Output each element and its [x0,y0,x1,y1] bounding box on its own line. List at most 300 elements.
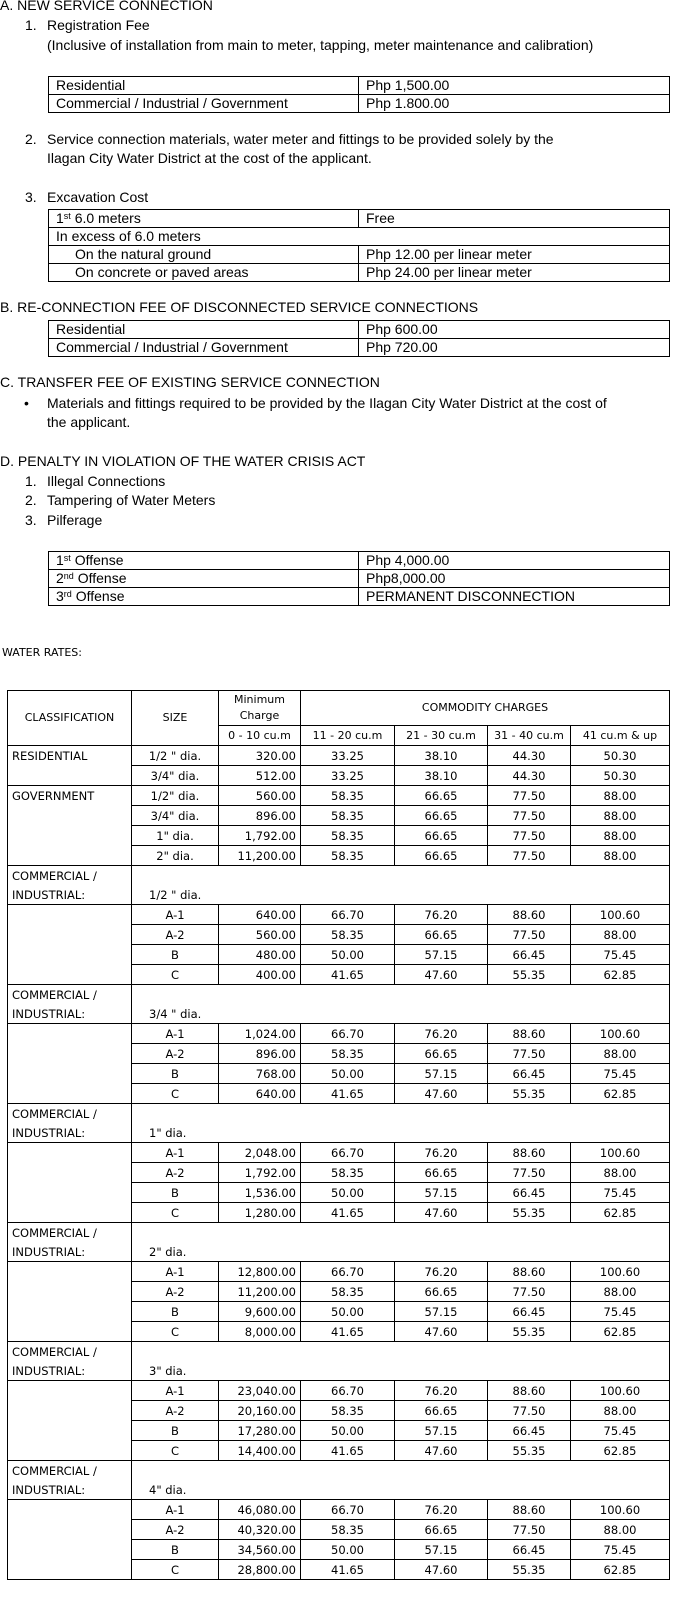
table-row [8,691,670,726]
class-code-cell: C [132,1084,219,1104]
class-code-cell: C [132,1441,219,1461]
commodity-charge-cell: 66.45 [488,1302,571,1322]
offense-label: 3rd Offense [49,588,359,606]
commodity-charges-header: COMMODITY CHARGES [301,691,670,726]
commodity-charge-cell: 88.60 [488,1381,571,1401]
class-code-cell: C [132,1322,219,1342]
commodity-charge-cell: 62.85 [571,1322,670,1342]
classification-spacer [8,905,132,985]
commodity-charge-cell: 44.30 [488,766,571,786]
minimum-charge-label: Charge [239,709,280,722]
table-row [8,786,670,806]
group-spacer [132,1342,670,1362]
classification-cell: COMMERCIAL / [8,1461,132,1481]
table-row [49,552,670,570]
commodity-charge-cell: 88.00 [571,786,670,806]
commodity-charge-cell: 66.45 [488,1064,571,1084]
excavation-label: 1st 6.0 meters [49,210,359,228]
class-code-cell: A-1 [132,1381,219,1401]
commodity-charge-cell: 62.85 [571,1441,670,1461]
size-cell: 3/4" dia. [132,806,219,826]
commodity-charge-cell: 88.60 [488,1143,571,1163]
commodity-charge-cell: 58.35 [301,786,395,806]
commodity-charge-cell: 58.35 [301,1163,395,1183]
commodity-charge-cell: 57.15 [395,1064,488,1084]
commodity-charge-cell: 77.50 [488,806,571,826]
size-cell: 3/4 " dia. [132,1004,670,1024]
class-code-cell: B [132,945,219,965]
table-row [8,1104,670,1124]
commodity-charge-cell: 66.45 [488,1183,571,1203]
minimum-charge-cell: 40,320.00 [219,1520,301,1540]
table-row [8,905,670,925]
class-code-cell: C [132,1203,219,1223]
item-number: 3. [25,512,37,528]
excavation-value: Free [359,210,670,228]
commodity-charge-cell: 77.50 [488,846,571,866]
minimum-charge-cell: 28,800.00 [219,1560,301,1580]
class-code-cell: A-2 [132,1401,219,1421]
commodity-charge-cell: 62.85 [571,1560,670,1580]
commodity-charge-cell: 50.30 [571,746,670,766]
group-spacer [132,1104,670,1124]
fee-label: Commercial / Industrial / Government [49,95,359,113]
commodity-charge-cell: 58.35 [301,806,395,826]
commodity-charge-cell: 33.25 [301,746,395,766]
classification-cell: INDUSTRIAL: [8,1361,132,1381]
minimum-charge-cell: 560.00 [219,786,301,806]
excavation-value: Php 12.00 per linear meter [359,246,670,264]
classification-cell: COMMERCIAL / [8,1104,132,1124]
offense-label: 1st Offense [49,552,359,570]
commodity-charge-cell: 88.00 [571,925,670,945]
commodity-charge-cell: 41.65 [301,1560,395,1580]
commodity-charge-cell: 100.60 [571,1500,670,1520]
class-code-cell: B [132,1540,219,1560]
excavation-value: Php 24.00 per linear meter [359,264,670,282]
commodity-charge-cell: 50.00 [301,1421,395,1441]
commodity-charge-cell: 76.20 [395,905,488,925]
table-row [8,1262,670,1282]
classification-cell: INDUSTRIAL: [8,1004,132,1024]
excavation-label: In excess of 6.0 meters [49,228,670,246]
commodity-charge-cell: 41.65 [301,1203,395,1223]
table-row [8,1004,670,1024]
commodity-charge-cell: 41.65 [301,1441,395,1461]
commodity-charge-cell: 88.60 [488,905,571,925]
class-code-cell: A-1 [132,905,219,925]
commodity-charge-cell: 88.00 [571,1401,670,1421]
commodity-charge-cell: 58.35 [301,826,395,846]
bullet-icon: • [24,395,29,411]
offense-penalty: Php 4,000.00 [359,552,670,570]
table-row [49,570,670,588]
class-code-cell: C [132,965,219,985]
registration-fee-note: (Inclusive of installation from main to meter, tapping, meter maintenance and calibration) [47,37,594,53]
table-row [8,985,670,1005]
size-cell: 1" dia. [132,826,219,846]
minimum-charge-cell: 9,600.00 [219,1302,301,1322]
minimum-charge-cell: 640.00 [219,905,301,925]
table-row [49,264,670,282]
minimum-charge-cell: 8,000.00 [219,1322,301,1342]
table-row [8,1480,670,1500]
reconnection-fee-table [48,320,670,357]
commodity-charge-cell: 66.70 [301,905,395,925]
minimum-charge-cell: 1,280.00 [219,1203,301,1223]
commodity-charge-cell: 62.85 [571,1203,670,1223]
excavation-cost-title: Excavation Cost [47,189,149,205]
section-d-heading: D. PENALTY IN VIOLATION OF THE WATER CRISIS ACT [0,453,366,469]
offense-label: 2nd Offense [49,570,359,588]
minimum-charge-cell: 12,800.00 [219,1262,301,1282]
commodity-charge-cell: 66.65 [395,1401,488,1421]
commodity-charge-cell: 50.00 [301,1064,395,1084]
commodity-charge-cell: 66.65 [395,1520,488,1540]
classification-cell: INDUSTRIAL: [8,885,132,905]
minimum-charge-cell: 512.00 [219,766,301,786]
minimum-charge-cell: 14,400.00 [219,1441,301,1461]
commodity-charge-cell: 88.00 [571,806,670,826]
commodity-charge-cell: 75.45 [571,1064,670,1084]
size-cell: 1/2 " dia. [132,885,670,905]
classification-cell: COMMERCIAL / [8,866,132,886]
group-spacer [132,866,670,886]
commodity-charge-cell: 57.15 [395,1183,488,1203]
table-row [49,588,670,606]
minimum-charge-cell: 640.00 [219,1084,301,1104]
commodity-charge-cell: 88.00 [571,846,670,866]
commodity-charge-cell: 66.65 [395,806,488,826]
commodity-charge-cell: 66.45 [488,945,571,965]
table-row [8,1381,670,1401]
commodity-charge-cell: 88.00 [571,826,670,846]
commodity-charge-cell: 66.65 [395,1282,488,1302]
minimum-charge-cell: 17,280.00 [219,1421,301,1441]
classification-spacer [8,1143,132,1223]
commodity-charge-cell: 58.35 [301,925,395,945]
section-a-heading: A. NEW SERVICE CONNECTION [0,0,213,13]
commodity-charge-cell: 88.60 [488,1500,571,1520]
section-c-heading: C. TRANSFER FEE OF EXISTING SERVICE CONNECTION [0,374,380,390]
commodity-charge-cell: 44.30 [488,746,571,766]
commodity-charge-cell: 77.50 [488,786,571,806]
minimum-charge-cell: 11,200.00 [219,846,301,866]
commodity-charge-cell: 77.50 [488,826,571,846]
table-row [8,1361,670,1381]
group-spacer [132,1461,670,1481]
penalty-table [48,551,670,606]
minimum-charge-cell: 1,792.00 [219,1163,301,1183]
commodity-charge-cell: 75.45 [571,1302,670,1322]
commodity-charge-cell: 55.35 [488,1203,571,1223]
water-rates-title: WATER RATES: [2,646,82,659]
commodity-charge-cell: 50.00 [301,1183,395,1203]
commodity-charge-cell: 47.60 [395,1203,488,1223]
violation-item: Pilferage [47,512,103,528]
excavation-cost-table [48,209,670,282]
consumption-range-header: 11 - 20 cu.m [301,726,395,746]
commodity-charge-cell: 66.65 [395,786,488,806]
class-code-cell: B [132,1302,219,1322]
size-cell: 4" dia. [132,1480,670,1500]
offense-penalty: PERMANENT DISCONNECTION [359,588,670,606]
table-row [8,866,670,886]
commodity-charge-cell: 100.60 [571,1381,670,1401]
table-row [49,77,670,95]
minimum-charge-cell: 1,792.00 [219,826,301,846]
table-row [49,246,670,264]
commodity-charge-cell: 66.65 [395,826,488,846]
commodity-charge-cell: 76.20 [395,1381,488,1401]
item-number: 1. [25,473,37,489]
section-b-heading: B. RE-CONNECTION FEE OF DISCONNECTED SERVICE CONNECTIONS [0,299,479,315]
table-row [8,1242,670,1262]
minimum-charge-label: Minimum [234,693,285,706]
commodity-charge-cell: 58.35 [301,1282,395,1302]
commodity-charge-cell: 57.15 [395,1421,488,1441]
minimum-charge-cell: 768.00 [219,1064,301,1084]
consumption-range-header: 0 - 10 cu.m [219,726,301,746]
consumption-range-header: 41 cu.m & up [571,726,670,746]
classification-cell: COMMERCIAL / [8,1342,132,1362]
commodity-charge-cell: 47.60 [395,1441,488,1461]
table-row [49,339,670,357]
minimum-charge-cell: 560.00 [219,925,301,945]
commodity-charge-cell: 47.60 [395,965,488,985]
commodity-charge-cell: 75.45 [571,1421,670,1441]
commodity-charge-cell: 76.20 [395,1143,488,1163]
table-row [49,228,670,246]
commodity-charge-cell: 75.45 [571,1183,670,1203]
commodity-charge-cell: 88.60 [488,1024,571,1044]
class-code-cell: B [132,1183,219,1203]
table-row [8,1500,670,1520]
commodity-charge-cell: 66.65 [395,1163,488,1183]
commodity-charge-cell: 47.60 [395,1322,488,1342]
transfer-note-line1: Materials and fittings required to be provided by the Ilagan City Water District at the cost of [47,395,607,411]
commodity-charge-cell: 66.70 [301,1262,395,1282]
commodity-charge-cell: 62.85 [571,1084,670,1104]
class-code-cell: B [132,1064,219,1084]
commodity-charge-cell: 100.60 [571,1262,670,1282]
commodity-charge-cell: 76.20 [395,1262,488,1282]
registration-fee-title: Registration Fee [47,17,150,33]
size-header: SIZE [132,691,219,746]
commodity-charge-cell: 76.20 [395,1024,488,1044]
size-cell: 2" dia. [132,846,219,866]
minimum-charge-cell: 2,048.00 [219,1143,301,1163]
table-row [8,1143,670,1163]
size-cell: 1" dia. [132,1123,670,1143]
classification-spacer [8,1500,132,1580]
table-row [8,1223,670,1243]
commodity-charge-cell: 47.60 [395,1560,488,1580]
minimum-charge-cell: 480.00 [219,945,301,965]
fee-label: Commercial / Industrial / Government [49,339,359,357]
minimum-charge-cell: 320.00 [219,746,301,766]
minimum-charge-cell: 400.00 [219,965,301,985]
size-cell: 2" dia. [132,1242,670,1262]
violation-item: Tampering of Water Meters [47,492,216,508]
commodity-charge-cell: 88.00 [571,1282,670,1302]
class-code-cell: B [132,1421,219,1441]
commodity-charge-cell: 50.00 [301,945,395,965]
commodity-charge-cell: 55.35 [488,1084,571,1104]
minimum-charge-header [219,691,301,726]
commodity-charge-cell: 41.65 [301,1322,395,1342]
table-row [8,1342,670,1362]
class-code-cell: A-1 [132,1262,219,1282]
commodity-charge-cell: 66.65 [395,1044,488,1064]
item-number: 2. [25,492,37,508]
commodity-charge-cell: 77.50 [488,925,571,945]
commodity-charge-cell: 100.60 [571,1024,670,1044]
size-cell: 3/4" dia. [132,766,219,786]
classification-cell: INDUSTRIAL: [8,1123,132,1143]
table-row [8,1024,670,1044]
minimum-charge-cell: 34,560.00 [219,1540,301,1560]
group-spacer [132,1223,670,1243]
classification-spacer [8,1024,132,1104]
commodity-charge-cell: 66.70 [301,1381,395,1401]
item-number: 1. [25,17,37,33]
size-cell: 1/2 " dia. [132,746,219,766]
table-row [49,210,670,228]
water-rates-table [7,690,670,1580]
materials-note-line2: Ilagan City Water District at the cost of the applicant. [47,150,372,166]
commodity-charge-cell: 62.85 [571,965,670,985]
commodity-charge-cell: 66.65 [395,846,488,866]
class-code-cell: A-2 [132,925,219,945]
commodity-charge-cell: 58.35 [301,846,395,866]
class-code-cell: A-1 [132,1143,219,1163]
table-row [49,321,670,339]
commodity-charge-cell: 58.35 [301,1401,395,1421]
minimum-charge-cell: 46,080.00 [219,1500,301,1520]
class-code-cell: A-2 [132,1520,219,1540]
table-row [8,885,670,905]
minimum-charge-cell: 20,160.00 [219,1401,301,1421]
fee-value: Php 600.00 [359,321,670,339]
commodity-charge-cell: 57.15 [395,1302,488,1322]
commodity-charge-cell: 100.60 [571,1143,670,1163]
commodity-charge-cell: 66.65 [395,925,488,945]
commodity-charge-cell: 57.15 [395,1540,488,1560]
classification-header: CLASSIFICATION [8,691,132,746]
size-cell: 3" dia. [132,1361,670,1381]
commodity-charge-cell: 75.45 [571,1540,670,1560]
fee-label: Residential [49,77,359,95]
item-number: 2. [25,131,37,147]
fee-label: Residential [49,321,359,339]
classification-cell: INDUSTRIAL: [8,1242,132,1262]
commodity-charge-cell: 41.65 [301,1084,395,1104]
commodity-charge-cell: 55.35 [488,1441,571,1461]
commodity-charge-cell: 55.35 [488,1560,571,1580]
class-code-cell: A-2 [132,1282,219,1302]
item-number: 3. [25,189,37,205]
commodity-charge-cell: 58.35 [301,1044,395,1064]
consumption-range-header: 31 - 40 cu.m [488,726,571,746]
class-code-cell: A-2 [132,1163,219,1183]
fee-value: Php 1.800.00 [359,95,670,113]
classification-cell: INDUSTRIAL: [8,1480,132,1500]
commodity-charge-cell: 58.35 [301,1520,395,1540]
commodity-charge-cell: 55.35 [488,965,571,985]
classification-spacer [8,1262,132,1342]
table-row [8,746,670,766]
classification-cell: COMMERCIAL / [8,1223,132,1243]
offense-penalty: Php8,000.00 [359,570,670,588]
fee-value: Php 1,500.00 [359,77,670,95]
commodity-charge-cell: 88.00 [571,1044,670,1064]
minimum-charge-cell: 896.00 [219,806,301,826]
class-code-cell: A-1 [132,1500,219,1520]
commodity-charge-cell: 77.50 [488,1044,571,1064]
classification-cell: COMMERCIAL / [8,985,132,1005]
commodity-charge-cell: 38.10 [395,766,488,786]
commodity-charge-cell: 66.45 [488,1540,571,1560]
classification-cell: RESIDENTIAL [8,746,132,786]
class-code-cell: C [132,1560,219,1580]
commodity-charge-cell: 76.20 [395,1500,488,1520]
group-spacer [132,985,670,1005]
commodity-charge-cell: 77.50 [488,1520,571,1540]
table-row [49,95,670,113]
commodity-charge-cell: 100.60 [571,905,670,925]
commodity-charge-cell: 47.60 [395,1084,488,1104]
consumption-range-header: 21 - 30 cu.m [395,726,488,746]
commodity-charge-cell: 57.15 [395,945,488,965]
commodity-charge-cell: 88.60 [488,1262,571,1282]
commodity-charge-cell: 77.50 [488,1401,571,1421]
commodity-charge-cell: 55.35 [488,1322,571,1342]
transfer-note-line2: the applicant. [47,414,131,430]
commodity-charge-cell: 50.00 [301,1540,395,1560]
commodity-charge-cell: 88.00 [571,1520,670,1540]
minimum-charge-cell: 11,200.00 [219,1282,301,1302]
commodity-charge-cell: 66.70 [301,1024,395,1044]
commodity-charge-cell: 75.45 [571,945,670,965]
commodity-charge-cell: 33.25 [301,766,395,786]
commodity-charge-cell: 77.50 [488,1282,571,1302]
excavation-label: On the natural ground [49,246,359,264]
commodity-charge-cell: 88.00 [571,1163,670,1183]
commodity-charge-cell: 66.70 [301,1143,395,1163]
commodity-charge-cell: 50.30 [571,766,670,786]
class-code-cell: A-2 [132,1044,219,1064]
commodity-charge-cell: 66.70 [301,1500,395,1520]
registration-fee-table [48,76,670,113]
table-row [8,1461,670,1481]
minimum-charge-cell: 1,024.00 [219,1024,301,1044]
table-row [8,1123,670,1143]
size-cell: 1/2" dia. [132,786,219,806]
commodity-charge-cell: 50.00 [301,1302,395,1322]
classification-spacer [8,1381,132,1461]
class-code-cell: A-1 [132,1024,219,1044]
fee-value: Php 720.00 [359,339,670,357]
excavation-label: On concrete or paved areas [49,264,359,282]
minimum-charge-cell: 1,536.00 [219,1183,301,1203]
commodity-charge-cell: 66.45 [488,1421,571,1441]
classification-cell: GOVERNMENT [8,786,132,866]
violation-item: Illegal Connections [47,473,166,489]
commodity-charge-cell: 38.10 [395,746,488,766]
minimum-charge-cell: 23,040.00 [219,1381,301,1401]
commodity-charge-cell: 41.65 [301,965,395,985]
